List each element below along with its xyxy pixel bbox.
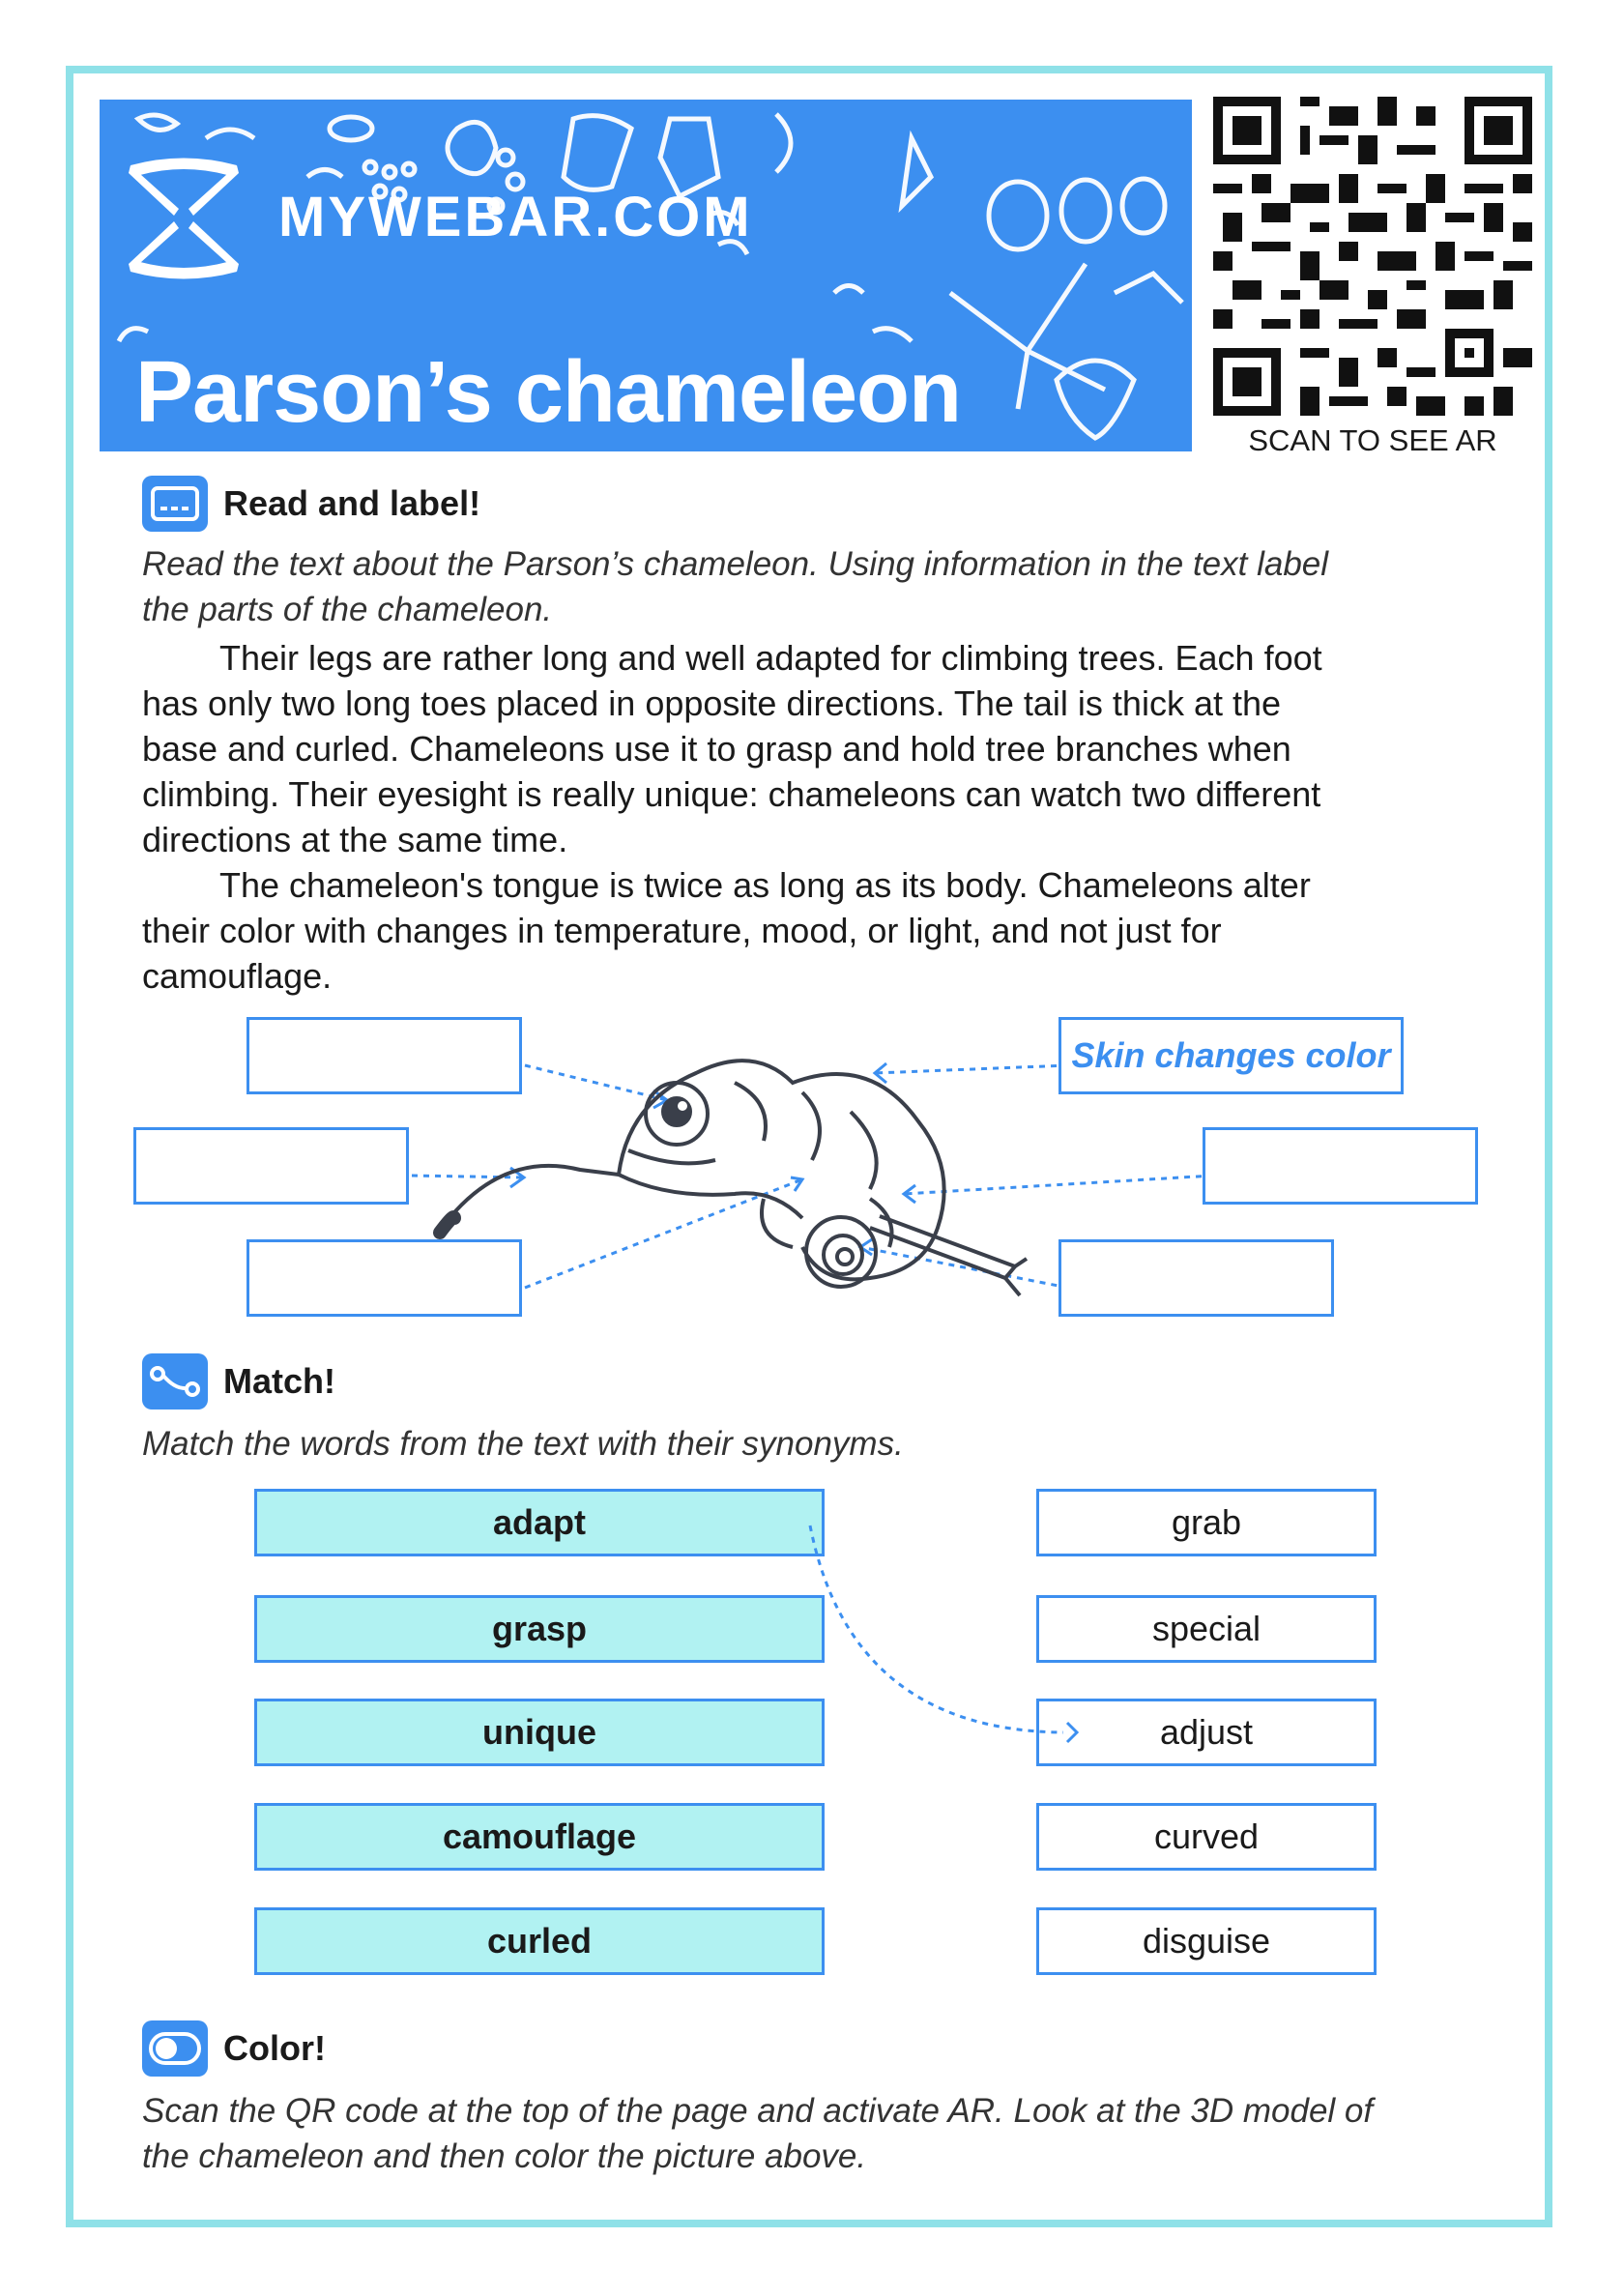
match-section-header (142, 1353, 335, 1410)
read-instruction-line: the parts of the chameleon. (142, 591, 553, 628)
text-line: base and curled. Chameleons use it to grasp and hold tree branches when (142, 729, 1291, 769)
chameleon-drawing (440, 1061, 1027, 1295)
color-section-title: Color! (223, 2028, 326, 2068)
synonym-grab[interactable]: grab (1036, 1489, 1377, 1556)
synonym-curved[interactable]: curved (1036, 1803, 1377, 1871)
word-grasp[interactable]: grasp (254, 1595, 825, 1663)
text-line: The chameleon's tongue is twice as long as its body. Chameleons alter (219, 865, 1311, 905)
label-box-leg[interactable] (246, 1239, 522, 1317)
color-section-header (142, 2020, 326, 2077)
word-curled[interactable]: curled (254, 1907, 825, 1975)
keyboard-icon (142, 476, 208, 532)
text-line: camouflage. (142, 956, 333, 996)
text-line: directions at the same time. (142, 820, 568, 859)
qr-code[interactable] (1213, 97, 1532, 416)
synonym-disguise[interactable]: disguise (1036, 1907, 1377, 1975)
example-match-line (0, 1489, 1624, 1759)
label-box-eye[interactable] (246, 1017, 522, 1094)
synonym-special[interactable]: special (1036, 1595, 1377, 1663)
color-instruction-line: Scan the QR code at the top of the page and activate AR. Look at the 3D model of (142, 2092, 1374, 2130)
page-title: Parson’s chameleon (135, 344, 962, 441)
header-banner (100, 100, 1192, 451)
label-box-tail[interactable] (1058, 1239, 1334, 1317)
read-section-title: Read and label! (223, 483, 481, 523)
text-line: Their legs are rather long and well adapted for climbing trees. Each foot (219, 638, 1322, 678)
read-instruction (142, 541, 1495, 632)
toggle-icon (142, 2020, 208, 2077)
brand-name: MYWEBAR.COM (278, 186, 753, 248)
paragraph-2 (142, 862, 1476, 999)
paragraph-1 (142, 635, 1476, 862)
label-box-tongue[interactable] (133, 1127, 409, 1205)
match-section-title: Match! (223, 1361, 335, 1401)
qr-caption: SCAN TO SEE AR (1248, 423, 1497, 457)
word-camouflage[interactable]: camouflage (254, 1803, 825, 1871)
synonym-adjust[interactable]: adjust (1036, 1699, 1377, 1766)
match-instruction: Match the words from the text with their synonyms. (142, 1425, 904, 1463)
read-section-header (142, 476, 480, 532)
text-line: has only two long toes placed in opposite directions. The tail is thick at the (142, 683, 1282, 723)
label-box-foot[interactable] (1203, 1127, 1478, 1205)
label-box-skin[interactable]: Skin changes color (1058, 1017, 1404, 1094)
connect-icon (142, 1353, 208, 1410)
text-line: climbing. Their eyesight is really unique: chameleons can watch two different (142, 774, 1321, 814)
color-instruction-line: the chameleon and then color the picture above. (142, 2137, 867, 2175)
word-adapt[interactable]: adapt (254, 1489, 825, 1556)
color-instruction (142, 2088, 1515, 2179)
read-instruction-line: Read the text about the Parson’s chameleon. Using information in the text label (142, 545, 1329, 583)
text-line: their color with changes in temperature, mood, or light, and not just for (142, 911, 1222, 950)
word-unique[interactable]: unique (254, 1699, 825, 1766)
logo-icon (121, 156, 246, 281)
